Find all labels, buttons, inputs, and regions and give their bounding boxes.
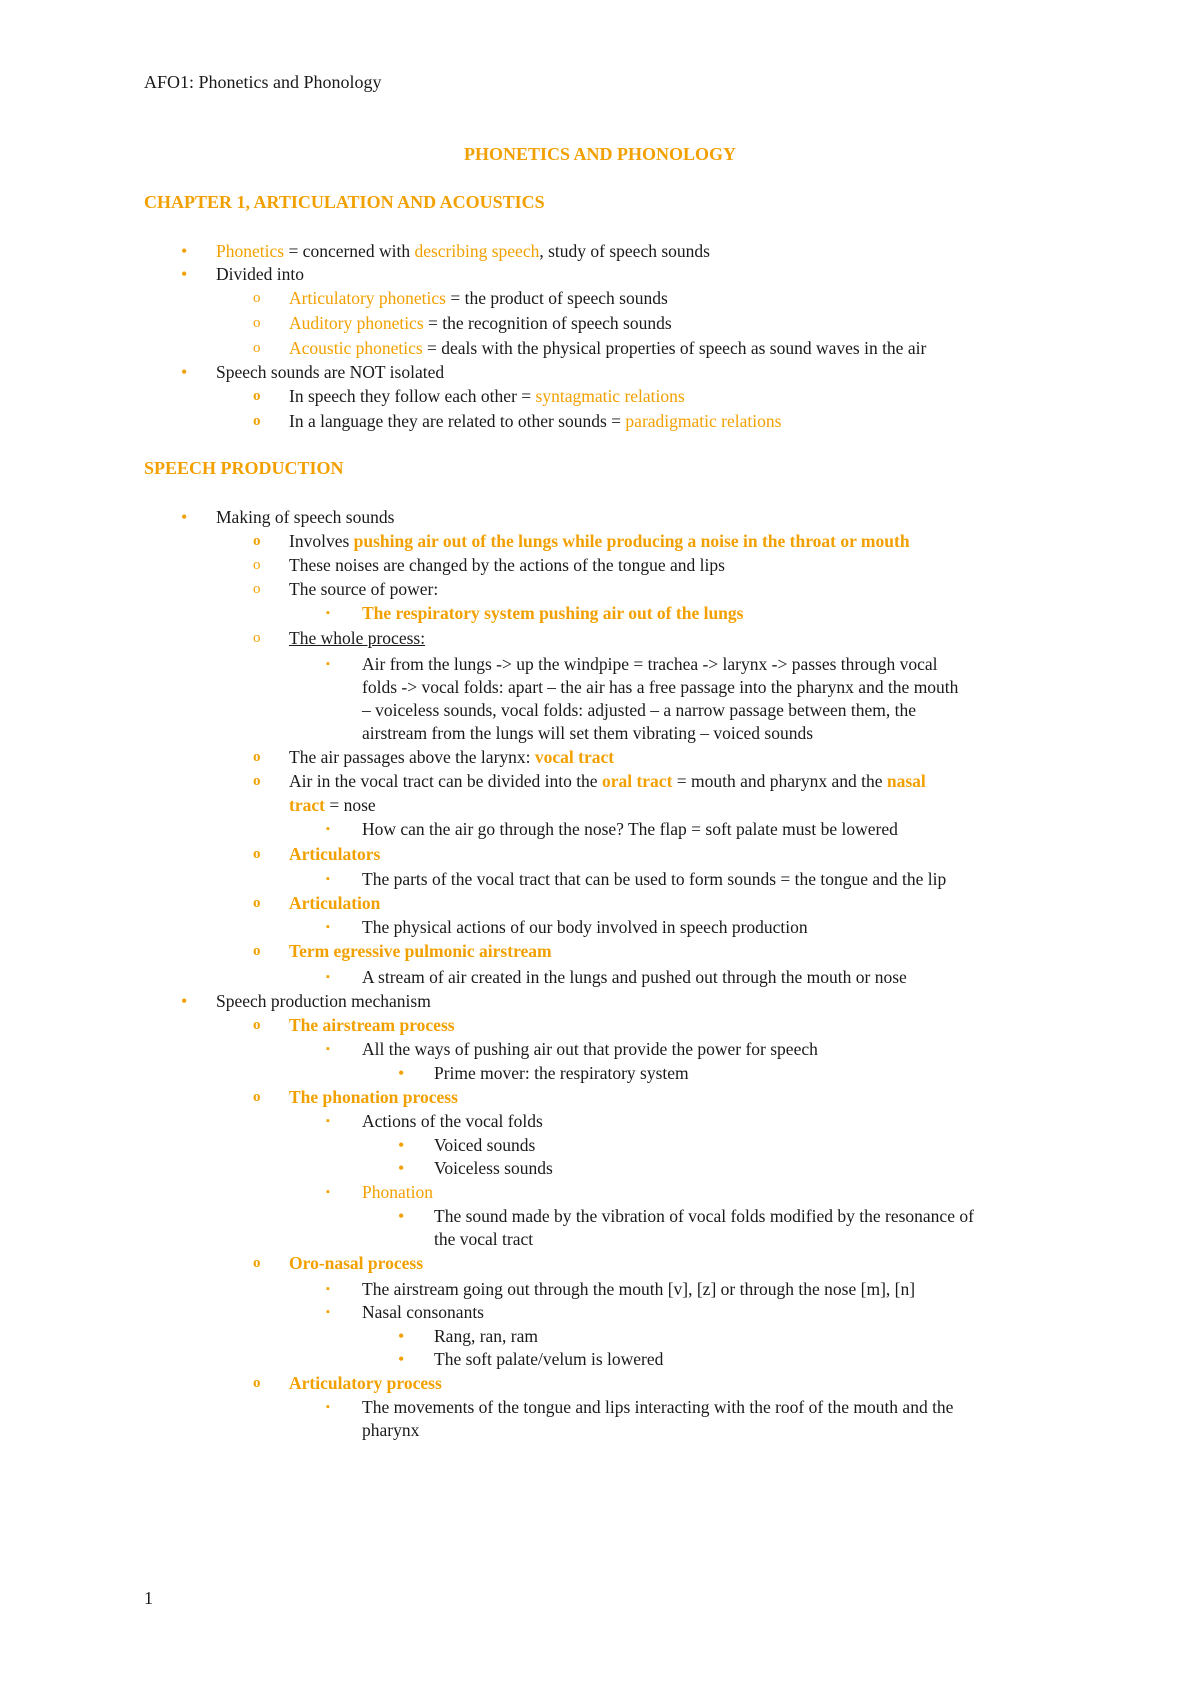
bullet-l4: • bbox=[398, 1135, 405, 1155]
highlight: tract bbox=[289, 795, 325, 815]
paragraph-line: airstream from the lungs will set them vibrating – voiced sounds bbox=[362, 723, 814, 743]
list-item: The whole process: bbox=[289, 628, 426, 648]
bullet-l3: ▪ bbox=[326, 1401, 330, 1413]
bullet-l1: • bbox=[181, 264, 188, 284]
bullet-l2: o bbox=[253, 340, 261, 356]
text: = the product of speech sounds bbox=[445, 288, 668, 308]
term: syntagmatic relations bbox=[535, 386, 685, 406]
bullet-l2: o bbox=[253, 1375, 261, 1391]
text: In a language they are related to other sounds = bbox=[289, 411, 626, 431]
bullet-l4: • bbox=[398, 1326, 405, 1346]
paragraph-line: – voiceless sounds, vocal folds: adjusted – a narrow passage between them, the bbox=[362, 700, 917, 720]
list-item: The airstream process bbox=[289, 1015, 455, 1035]
text: = mouth and pharynx and the bbox=[672, 771, 887, 791]
text: , study of speech sounds bbox=[539, 241, 710, 261]
text: The air passages above the larynx: bbox=[289, 747, 535, 767]
term: Articulatory phonetics bbox=[289, 288, 446, 308]
bullet-l2: o bbox=[253, 773, 261, 789]
text: Involves bbox=[289, 531, 354, 551]
paragraph-line: Air from the lungs -> up the windpipe = trachea -> larynx -> passes through vocal bbox=[362, 654, 938, 674]
bullet-l1: • bbox=[181, 507, 188, 527]
list-item: Speech sounds are NOT isolated bbox=[216, 362, 445, 382]
term-phonetics: Phonetics bbox=[216, 241, 285, 261]
bullet-l4: • bbox=[398, 1158, 405, 1178]
list-item bbox=[289, 530, 910, 553]
text: = the recognition of speech sounds bbox=[423, 313, 672, 333]
highlight: nasal bbox=[886, 771, 926, 791]
bullet-l2: o bbox=[253, 557, 261, 573]
list-item: Prime mover: the respiratory system bbox=[434, 1063, 689, 1083]
bullet-l1: • bbox=[181, 991, 188, 1011]
text: Air in the vocal tract can be divided into the bbox=[289, 771, 602, 791]
bullet-l3: ▪ bbox=[326, 971, 330, 983]
bullet-l2: o bbox=[253, 630, 261, 646]
list-item-continuation bbox=[289, 794, 376, 817]
list-item bbox=[216, 240, 710, 263]
bullet-l3: ▪ bbox=[326, 1186, 330, 1198]
list-item: The physical actions of our body involved in speech production bbox=[362, 917, 808, 937]
list-item: The parts of the vocal tract that can be used to form sounds = the tongue and the lip bbox=[362, 869, 947, 889]
text: = nose bbox=[324, 795, 376, 815]
bullet-l3: ▪ bbox=[326, 1043, 330, 1055]
term: paradigmatic relations bbox=[625, 411, 782, 431]
bullet-l4: • bbox=[398, 1349, 405, 1369]
text: = deals with the physical properties of speech as sound waves in the air bbox=[422, 338, 927, 358]
text: In speech they follow each other = bbox=[289, 386, 536, 406]
list-item bbox=[289, 410, 781, 433]
list-item: How can the air go through the nose? The flap = soft palate must be lowered bbox=[362, 819, 898, 839]
bullet-l2: o bbox=[253, 1017, 261, 1033]
bullet-l3: ▪ bbox=[326, 1115, 330, 1127]
bullet-l2: o bbox=[253, 1255, 261, 1271]
bullet-l3: ▪ bbox=[326, 873, 330, 885]
term: Auditory phonetics bbox=[289, 313, 424, 333]
highlight: pushing air out of the lungs while producing a noise in the throat or mouth bbox=[353, 531, 910, 551]
list-item bbox=[289, 312, 672, 335]
list-item: The soft palate/velum is lowered bbox=[434, 1349, 664, 1369]
list-item: Articulators bbox=[289, 844, 381, 864]
list-item: Phonation bbox=[362, 1182, 433, 1202]
bullet-l2: o bbox=[253, 749, 261, 765]
list-item: The source of power: bbox=[289, 579, 439, 599]
highlight: vocal tract bbox=[534, 747, 615, 767]
text: = concerned with bbox=[284, 241, 415, 261]
bullet-l3: ▪ bbox=[326, 921, 330, 933]
paragraph-line: the vocal tract bbox=[434, 1229, 534, 1249]
list-item bbox=[289, 746, 614, 769]
list-item: A stream of air created in the lungs and pushed out through the mouth or nose bbox=[362, 967, 907, 987]
paragraph-line: folds -> vocal folds: apart – the air has a free passage into the pharynx and the mouth bbox=[362, 677, 959, 697]
document-title: PHONETICS AND PHONOLOGY bbox=[463, 144, 737, 164]
list-item: The airstream going out through the mouth [v], [z] or through the nose [m], [n] bbox=[362, 1279, 916, 1299]
list-item: Articulatory process bbox=[289, 1373, 442, 1393]
list-item: All the ways of pushing air out that provide the power for speech bbox=[362, 1039, 818, 1059]
list-item: Speech production mechanism bbox=[216, 991, 431, 1011]
bullet-l3: ▪ bbox=[326, 658, 330, 670]
section-heading: SPEECH PRODUCTION bbox=[144, 458, 344, 478]
paragraph-line: The sound made by the vibration of vocal folds modified by the resonance of bbox=[434, 1206, 974, 1226]
list-item: Making of speech sounds bbox=[216, 507, 395, 527]
list-item: Actions of the vocal folds bbox=[362, 1111, 543, 1131]
chapter-heading: CHAPTER 1, ARTICULATION AND ACOUSTICS bbox=[144, 192, 545, 212]
term: Acoustic phonetics bbox=[289, 338, 423, 358]
list-item bbox=[289, 337, 926, 360]
list-item: Articulation bbox=[289, 893, 381, 913]
bullet-l3: ▪ bbox=[326, 1306, 330, 1318]
list-item: Nasal consonants bbox=[362, 1302, 484, 1322]
bullet-l2: o bbox=[253, 413, 261, 429]
bullet-l2: o bbox=[253, 846, 261, 862]
bullet-l1: • bbox=[181, 241, 188, 261]
list-item: Voiceless sounds bbox=[434, 1158, 553, 1178]
page-header: AFO1: Phonetics and Phonology bbox=[144, 72, 382, 92]
highlight: describing speech bbox=[414, 241, 540, 261]
bullet-l2: o bbox=[253, 1089, 261, 1105]
list-item bbox=[289, 385, 685, 408]
highlight: oral tract bbox=[601, 771, 673, 791]
paragraph-line: pharynx bbox=[362, 1420, 420, 1440]
list-item: The respiratory system pushing air out of the lungs bbox=[362, 603, 744, 623]
list-item: These noises are changed by the actions of the tongue and lips bbox=[289, 555, 725, 575]
bullet-l2: o bbox=[253, 943, 261, 959]
bullet-l4: • bbox=[398, 1206, 405, 1226]
paragraph-line: The movements of the tongue and lips interacting with the roof of the mouth and the bbox=[362, 1397, 954, 1417]
bullet-l3: ▪ bbox=[326, 1283, 330, 1295]
list-item: The phonation process bbox=[289, 1087, 458, 1107]
bullet-l2: o bbox=[253, 290, 261, 306]
list-item: Oro-nasal process bbox=[289, 1253, 424, 1273]
bullet-l2: o bbox=[253, 388, 261, 404]
bullet-l2: o bbox=[253, 533, 261, 549]
list-item: Term egressive pulmonic airstream bbox=[289, 941, 552, 961]
list-item bbox=[289, 770, 926, 793]
page-number: 1 bbox=[144, 1588, 153, 1608]
list-item: Divided into bbox=[216, 264, 304, 284]
bullet-l4: • bbox=[398, 1063, 405, 1083]
bullet-l2: o bbox=[253, 315, 261, 331]
list-item: Rang, ran, ram bbox=[434, 1326, 538, 1346]
list-item: Voiced sounds bbox=[434, 1135, 536, 1155]
list-item bbox=[289, 287, 668, 310]
bullet-l2: o bbox=[253, 581, 261, 597]
bullet-l3: ▪ bbox=[326, 607, 330, 619]
bullet-l3: ▪ bbox=[326, 823, 330, 835]
bullet-l1: • bbox=[181, 362, 188, 382]
bullet-l2: o bbox=[253, 895, 261, 911]
